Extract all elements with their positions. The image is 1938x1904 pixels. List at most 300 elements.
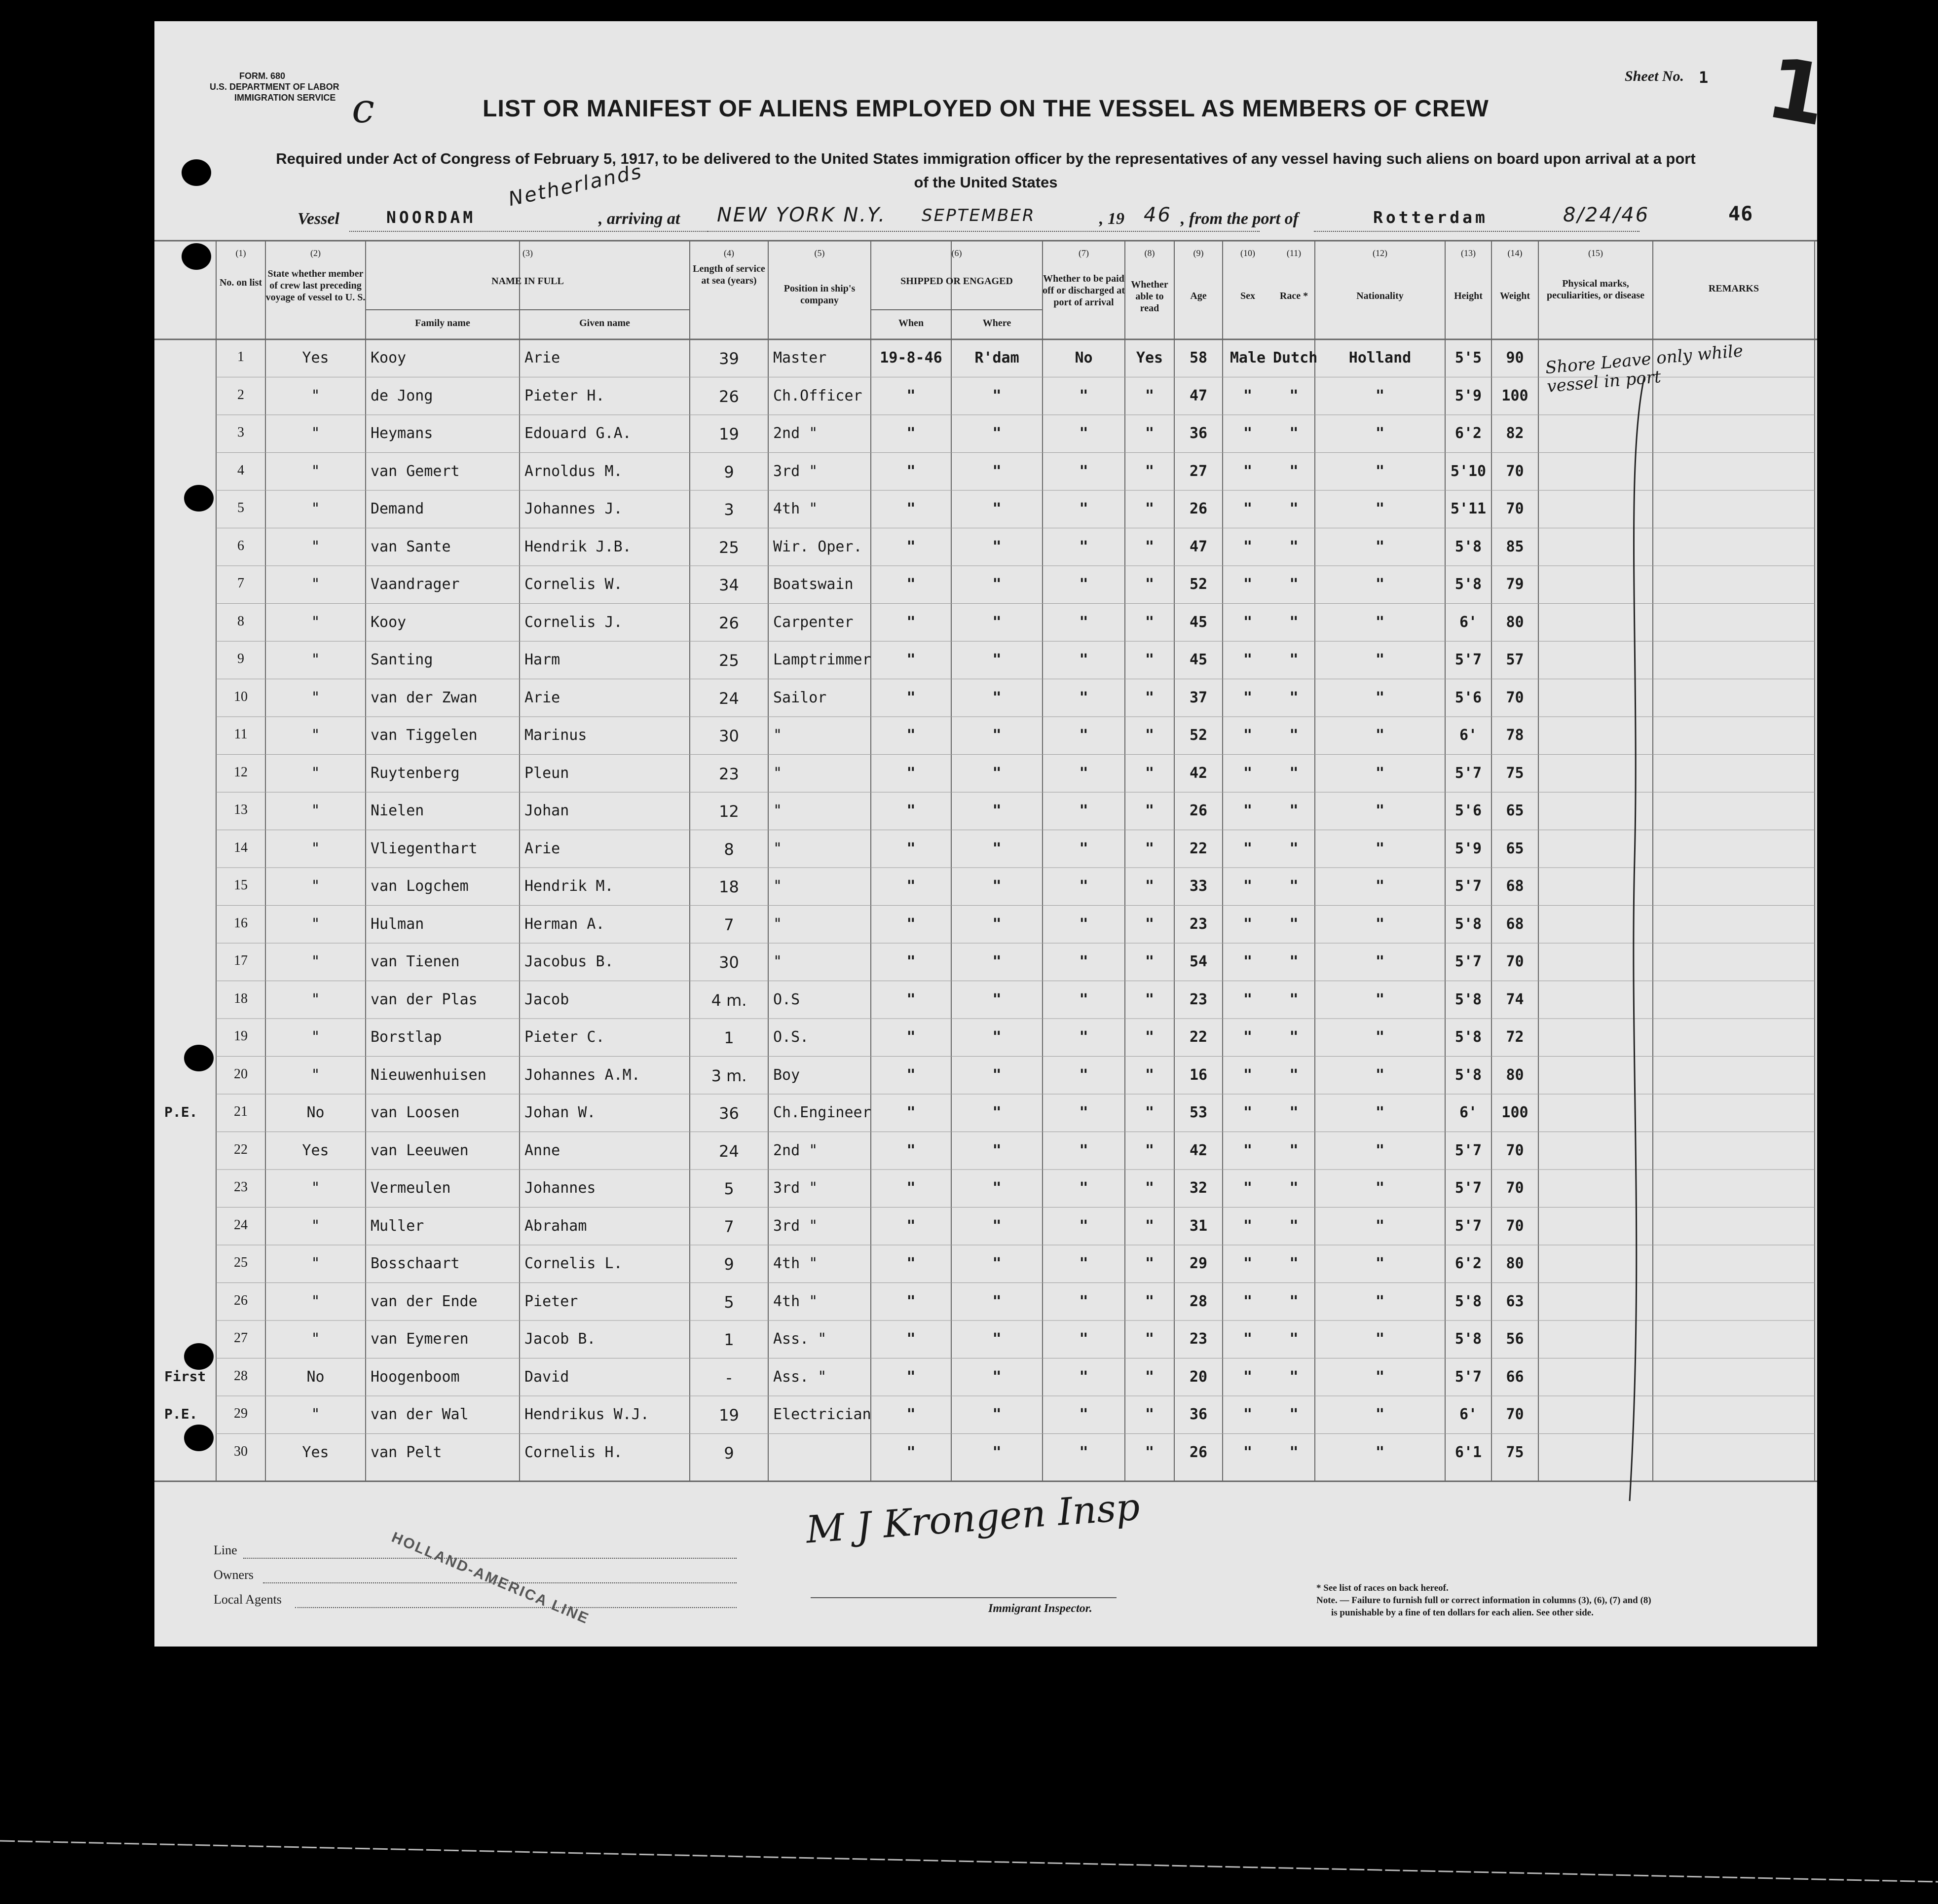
cell-nationality: " (1375, 1292, 1385, 1310)
cell-height: 5'6 (1454, 802, 1482, 819)
cell-shipped-where: " (992, 990, 1002, 1008)
cell-family-name: Kooy (371, 613, 407, 631)
fine-note-1: Note. — Failure to furnish full or correct information in columns (3), (6), (7) and (8) (1316, 1595, 1651, 1606)
cell-race: " (1289, 1368, 1299, 1386)
header-sex: Sex (1240, 291, 1255, 301)
cell-shipped-when: " (906, 1028, 916, 1046)
cell-age: 47 (1189, 387, 1208, 404)
required-text-line-1: Required under Act of Congress of February 5, 1917, to be delivered to the United States immigration officer by the representatives of any vessel having such aliens on board upon arrival at a port (276, 150, 1696, 167)
cell-service-years: 4 m. (711, 990, 747, 1010)
cell-service-years: 25 (719, 538, 739, 557)
arriving-port: NEW YORK N.Y. (717, 204, 887, 226)
margin-mark: First (164, 1368, 206, 1385)
cell-family-name: Heymans (371, 425, 433, 442)
cell-nationality: " (1375, 651, 1385, 668)
header-length-service: Length of service at sea (years) (693, 263, 765, 286)
cell-service-years: 24 (719, 1141, 739, 1161)
cell-position: 4th " (773, 500, 818, 517)
cell-race: " (1289, 1406, 1299, 1423)
cell-service-years: 9 (724, 1443, 734, 1463)
cell-prev-voyage: " (311, 1255, 320, 1272)
cell-shipped-when: " (906, 1255, 916, 1272)
cell-position: " (773, 953, 783, 970)
cell-nationality: " (1375, 1330, 1385, 1348)
cell-age: 26 (1189, 500, 1208, 517)
cell-shipped-where: " (992, 689, 1002, 706)
cell-age: 42 (1189, 1141, 1208, 1159)
cell-height: 6'2 (1454, 425, 1482, 442)
cell-weight: 80 (1506, 1255, 1524, 1272)
cell-shipped-when: " (906, 462, 916, 480)
cell-weight: 80 (1506, 613, 1524, 631)
cell-age: 37 (1189, 689, 1208, 706)
cell-able-to-read: " (1145, 1443, 1155, 1461)
cell-sex: " (1243, 1406, 1253, 1423)
column-number: (12) (1373, 248, 1387, 258)
cell-age: 23 (1189, 1330, 1208, 1348)
cell-able-to-read: " (1145, 538, 1155, 555)
cell-service-years: 25 (719, 651, 739, 670)
form-number: FORM. 680 (239, 71, 286, 81)
cell-shipped-when: " (906, 1330, 916, 1348)
cell-sex: " (1243, 764, 1253, 782)
cell-family-name: Nielen (371, 802, 424, 819)
cell-position: " (773, 764, 783, 782)
cell-weight: 80 (1506, 1066, 1524, 1084)
cell-service-years: 23 (719, 764, 739, 783)
cell-shipped-where: " (992, 840, 1002, 857)
cell-service-years: 19 (719, 1406, 739, 1425)
cell-paid-off: " (1079, 1443, 1088, 1461)
cell-family-name: van der Wal (371, 1406, 469, 1423)
vessel-note: Netherlands (506, 160, 645, 211)
cell-sex: " (1243, 538, 1253, 555)
year-prefix: , 19 (1099, 210, 1124, 228)
cell-list-number: 8 (237, 613, 244, 629)
cell-shipped-where: " (992, 915, 1002, 933)
cell-height: 5'9 (1454, 387, 1482, 404)
cell-race: " (1289, 651, 1299, 668)
cell-paid-off: " (1079, 1104, 1088, 1121)
cell-sex: " (1243, 613, 1253, 631)
cell-family-name: Borstlap (371, 1028, 442, 1046)
cell-paid-off: " (1079, 727, 1088, 744)
cell-family-name: van Loosen (371, 1104, 460, 1121)
cell-list-number: 24 (234, 1217, 248, 1233)
cell-sex: " (1243, 425, 1253, 442)
cell-paid-off: " (1079, 462, 1088, 480)
cell-shipped-when: " (906, 689, 916, 706)
cell-age: 33 (1189, 878, 1208, 895)
cell-service-years: 26 (719, 387, 739, 406)
cell-race: " (1289, 990, 1299, 1008)
cell-shipped-when: " (906, 1217, 916, 1235)
cell-prev-voyage: " (311, 1179, 320, 1197)
cell-list-number: 10 (234, 689, 248, 704)
company-stamp: HOLLAND-AMERICA LINE (389, 1529, 592, 1628)
cell-paid-off: " (1079, 538, 1088, 555)
cell-sex: " (1243, 990, 1253, 1008)
cell-service-years: 24 (719, 689, 739, 708)
cell-shipped-when: " (906, 1443, 916, 1461)
cell-paid-off: " (1079, 613, 1088, 631)
cell-position: 3rd " (773, 1179, 818, 1197)
cell-position: Ch.Officer (773, 387, 862, 404)
cell-family-name: van Sante (371, 538, 451, 555)
cell-shipped-where: R'dam (974, 349, 1019, 366)
cell-nationality: " (1375, 878, 1385, 895)
inspector-label: Immigrant Inspector. (988, 1602, 1092, 1615)
cell-list-number: 22 (234, 1141, 248, 1157)
cell-weight: 66 (1506, 1368, 1524, 1386)
cell-sex: " (1243, 802, 1253, 819)
column-number: (14) (1507, 248, 1523, 258)
cell-service-years: 1 (724, 1028, 734, 1047)
cell-race: " (1289, 915, 1299, 933)
column-number: (11) (1286, 248, 1302, 258)
column-number: (2) (310, 248, 321, 258)
cell-service-years: 30 (719, 953, 739, 972)
cell-able-to-read: " (1145, 727, 1155, 744)
column-number: (8) (1144, 248, 1155, 258)
cell-nationality: " (1375, 387, 1385, 404)
cell-given-name: Cornelis J. (524, 613, 623, 631)
cell-given-name: Herman A. (524, 915, 605, 933)
cell-service-years: - (726, 1368, 732, 1387)
cell-able-to-read: " (1145, 802, 1155, 819)
cell-prev-voyage: " (311, 651, 320, 668)
cell-given-name: Johannes (524, 1179, 596, 1197)
cell-prev-voyage: " (311, 538, 320, 555)
cell-sex: " (1243, 1104, 1253, 1121)
cell-shipped-when: " (906, 764, 916, 782)
cell-weight: 68 (1506, 915, 1524, 933)
margin-mark: P.E. (164, 1104, 198, 1120)
cell-list-number: 18 (234, 990, 248, 1006)
cell-race: " (1289, 1066, 1299, 1084)
cell-height: 5'9 (1454, 840, 1482, 857)
cell-age: 45 (1189, 651, 1208, 668)
cell-race: Dutch (1273, 349, 1318, 366)
cell-given-name: Anne (524, 1141, 560, 1159)
cell-age: 45 (1189, 613, 1208, 631)
cell-shipped-where: " (992, 500, 1002, 517)
cell-paid-off: " (1079, 953, 1088, 970)
cell-weight: 70 (1506, 953, 1524, 970)
cell-sex: " (1243, 1255, 1253, 1272)
cell-paid-off: " (1079, 689, 1088, 706)
cell-nationality: Holland (1348, 349, 1412, 366)
cell-family-name: van Tienen (371, 953, 460, 970)
cell-given-name: David (524, 1368, 569, 1386)
cell-family-name: Santing (371, 651, 433, 668)
remarks-bracket (1630, 376, 1644, 1501)
cell-height: 5'8 (1454, 538, 1482, 555)
cell-given-name: Harm (524, 651, 560, 668)
cell-family-name: Muller (371, 1217, 424, 1235)
cell-sex: " (1243, 1368, 1253, 1386)
cell-race: " (1289, 576, 1299, 593)
header-physical-marks: Physical marks, peculiarities, or disease (1547, 278, 1644, 301)
required-text-line-2: of the United States (914, 174, 1058, 191)
header-prev-voyage: State whether member of crew last preceding voyage of vessel to U. S. (265, 268, 366, 303)
cell-prev-voyage: " (311, 1217, 320, 1235)
cell-paid-off: " (1079, 1406, 1088, 1423)
cell-sex: Male (1230, 349, 1266, 366)
cell-given-name: Johan (524, 802, 569, 819)
cell-weight: 74 (1506, 990, 1524, 1008)
cell-prev-voyage: " (311, 953, 320, 970)
cell-nationality: " (1375, 915, 1385, 933)
cell-weight: 70 (1506, 1141, 1524, 1159)
cell-able-to-read: " (1145, 500, 1155, 517)
form-dept: U.S. DEPARTMENT OF LABOR (210, 82, 339, 92)
form-service: IMMIGRATION SERVICE (234, 93, 336, 103)
header-when: When (898, 318, 924, 329)
races-note: * See list of races on back hereof. (1316, 1583, 1449, 1593)
cell-height: 5'5 (1454, 349, 1482, 366)
header-where: Where (982, 318, 1011, 329)
cell-shipped-where: " (992, 1104, 1002, 1121)
cell-weight: 90 (1506, 349, 1524, 366)
cell-service-years: 5 (724, 1179, 734, 1198)
cell-race: " (1289, 727, 1299, 744)
cell-race: " (1289, 425, 1299, 442)
cell-shipped-where: " (992, 878, 1002, 895)
cell-given-name: Pieter C. (524, 1028, 605, 1046)
column-number: (10) (1240, 248, 1255, 258)
cell-list-number: 23 (234, 1179, 248, 1195)
cell-shipped-where: " (992, 1141, 1002, 1159)
cell-list-number: 13 (234, 802, 248, 817)
cell-able-to-read: " (1145, 425, 1155, 442)
arriving-label: , arriving at (598, 210, 680, 228)
cell-nationality: " (1375, 1104, 1385, 1121)
header-name-in-full: NAME IN FULL (491, 276, 564, 287)
cell-paid-off: " (1079, 1330, 1088, 1348)
cell-list-number: 11 (234, 727, 248, 742)
cell-service-years: 5 (724, 1292, 734, 1312)
cell-list-number: 15 (234, 878, 248, 893)
header-age: Age (1190, 291, 1207, 301)
cell-nationality: " (1375, 462, 1385, 480)
cell-weight: 100 (1501, 1104, 1528, 1121)
cell-position: O.S. (773, 1028, 809, 1046)
cell-family-name: Kooy (371, 349, 407, 366)
cell-prev-voyage: " (311, 990, 320, 1008)
cell-given-name: Cornelis L. (524, 1255, 623, 1272)
cell-weight: 70 (1506, 500, 1524, 517)
cell-list-number: 28 (234, 1368, 248, 1384)
cell-position: 3rd " (773, 462, 818, 480)
cell-position: Ass. " (773, 1368, 827, 1386)
cell-sex: " (1243, 915, 1253, 933)
cell-given-name: Arie (524, 689, 560, 706)
cell-position: " (773, 840, 783, 857)
cell-shipped-where: " (992, 1217, 1002, 1235)
cell-position: 4th " (773, 1292, 818, 1310)
cell-prev-voyage: " (311, 689, 320, 706)
cell-able-to-read: " (1145, 576, 1155, 593)
cell-shipped-where: " (992, 1255, 1002, 1272)
cell-family-name: Nieuwenhuisen (371, 1066, 486, 1084)
cell-given-name: Jacobus B. (524, 953, 614, 970)
cell-sex: " (1243, 1141, 1253, 1159)
cell-paid-off: " (1079, 840, 1088, 857)
cell-position: 3rd " (773, 1217, 818, 1235)
cell-list-number: 1 (237, 349, 244, 365)
cell-shipped-when: " (906, 387, 916, 404)
cell-age: 47 (1189, 538, 1208, 555)
header-remarks: REMARKS (1708, 283, 1759, 294)
cell-race: " (1289, 878, 1299, 895)
cell-given-name: Hendrik M. (524, 878, 614, 895)
cell-shipped-when: " (906, 1368, 916, 1386)
remarks-handwritten: Shore Leave only while vessel in port (1544, 341, 1744, 397)
cell-list-number: 12 (234, 764, 248, 780)
cell-able-to-read: " (1145, 1104, 1155, 1121)
cell-position: " (773, 915, 783, 933)
cell-list-number: 2 (237, 387, 244, 403)
column-number: (15) (1588, 248, 1603, 258)
date-handwritten: 8/24/46 (1563, 204, 1650, 226)
cell-prev-voyage: " (311, 425, 320, 442)
cell-position: Boatswain (773, 576, 854, 593)
cell-given-name: Pieter H. (524, 387, 605, 404)
cell-race: " (1289, 953, 1299, 970)
cell-family-name: van der Ende (371, 1292, 478, 1310)
cell-position: Sailor (773, 689, 827, 706)
cell-family-name: van Pelt (371, 1443, 442, 1461)
header-nationality: Nationality (1356, 291, 1404, 301)
cell-position: " (773, 878, 783, 895)
header-given-name: Given name (579, 318, 630, 329)
cell-given-name: Marinus (524, 727, 587, 744)
cell-paid-off: " (1079, 764, 1088, 782)
cell-age: 42 (1189, 764, 1208, 782)
cell-able-to-read: " (1145, 1255, 1155, 1272)
cell-position: 2nd " (773, 1141, 818, 1159)
cell-paid-off: " (1079, 802, 1088, 819)
cell-able-to-read: Yes (1136, 349, 1163, 366)
cell-able-to-read: " (1145, 1028, 1155, 1046)
cell-shipped-when: " (906, 953, 916, 970)
cell-given-name: Arie (524, 349, 560, 366)
sheet-label: Sheet No. (1625, 68, 1684, 84)
cell-paid-off: " (1079, 1179, 1088, 1197)
cell-family-name: Demand (371, 500, 424, 517)
fine-note-2: is punishable by a fine of ten dollars for each alien. See other side. (1331, 1608, 1594, 1618)
cell-prev-voyage: " (311, 387, 320, 404)
column-number: (6) (951, 248, 962, 258)
cell-weight: 70 (1506, 1179, 1524, 1197)
cell-age: 26 (1189, 802, 1208, 819)
cell-weight: 75 (1506, 1443, 1524, 1461)
cell-given-name: Jacob (524, 990, 569, 1008)
cell-age: 31 (1189, 1217, 1208, 1235)
cell-shipped-when: " (906, 990, 916, 1008)
cell-nationality: " (1375, 990, 1385, 1008)
cell-race: " (1289, 1179, 1299, 1197)
cell-shipped-when: " (906, 538, 916, 555)
cell-given-name: Cornelis H. (524, 1443, 623, 1461)
cell-prev-voyage: " (311, 915, 320, 933)
margin-mark: P.E. (164, 1406, 198, 1422)
header-shipped-engaged: SHIPPED OR ENGAGED (900, 276, 1013, 287)
cell-family-name: Vliegenthart (371, 840, 478, 857)
cell-family-name: Bosschaart (371, 1255, 460, 1272)
cell-sex: " (1243, 576, 1253, 593)
cell-height: 6' (1459, 613, 1478, 631)
cell-sex: " (1243, 651, 1253, 668)
cell-given-name: Johan W. (524, 1104, 596, 1121)
cell-list-number: 14 (234, 840, 248, 855)
cell-race: " (1289, 500, 1299, 517)
cell-position: O.S (773, 990, 800, 1008)
cell-weight: 85 (1506, 538, 1524, 555)
header-position: Position in ship's company (783, 283, 856, 306)
cell-able-to-read: " (1145, 990, 1155, 1008)
cell-age: 52 (1189, 576, 1208, 593)
from-label: , from the port of (1181, 210, 1299, 228)
cell-shipped-when: " (906, 1066, 916, 1084)
cell-prev-voyage: " (311, 613, 320, 631)
column-number: (3) (522, 248, 533, 258)
cell-nationality: " (1375, 764, 1385, 782)
cell-able-to-read: " (1145, 689, 1155, 706)
cell-list-number: 6 (237, 538, 244, 553)
header-weight: Weight (1499, 291, 1530, 301)
cell-list-number: 19 (234, 1028, 248, 1044)
cell-shipped-when: " (906, 840, 916, 857)
cell-shipped-where: " (992, 1406, 1002, 1423)
cell-position: " (773, 802, 783, 819)
cell-service-years: 8 (724, 840, 734, 859)
header-family-name: Family name (415, 318, 470, 329)
cell-shipped-where: " (992, 576, 1002, 593)
cell-height: 6' (1459, 727, 1478, 744)
cell-shipped-when: 19-8-46 (880, 349, 942, 366)
page-title: LIST OR MANIFEST OF ALIENS EMPLOYED ON THE VESSEL AS MEMBERS OF CREW (483, 96, 1489, 122)
cell-race: " (1289, 1217, 1299, 1235)
cell-service-years: 7 (724, 1217, 734, 1236)
cell-list-number: 16 (234, 915, 248, 931)
cell-nationality: " (1375, 1368, 1385, 1386)
cell-given-name: Pieter (524, 1292, 578, 1310)
cell-nationality: " (1375, 1141, 1385, 1159)
cell-position: Ass. " (773, 1330, 827, 1348)
cell-weight: 72 (1506, 1028, 1524, 1046)
cell-age: 32 (1189, 1179, 1208, 1197)
cell-given-name: Arnoldus M. (524, 462, 623, 480)
cell-nationality: " (1375, 840, 1385, 857)
cell-able-to-read: " (1145, 387, 1155, 404)
cell-service-years: 30 (719, 727, 739, 745)
cell-age: 23 (1189, 990, 1208, 1008)
cell-race: " (1289, 1028, 1299, 1046)
sheet-count: 46 (1728, 203, 1753, 225)
cell-prev-voyage: No (306, 1368, 325, 1386)
cell-given-name: Arie (524, 840, 560, 857)
cell-paid-off: " (1079, 387, 1088, 404)
cell-race: " (1289, 802, 1299, 819)
cell-list-number: 29 (234, 1406, 248, 1421)
cell-prev-voyage: " (311, 878, 320, 895)
cell-prev-voyage: " (311, 727, 320, 744)
cell-age: 53 (1189, 1104, 1208, 1121)
cell-sex: " (1243, 500, 1253, 517)
cell-weight: 70 (1506, 689, 1524, 706)
